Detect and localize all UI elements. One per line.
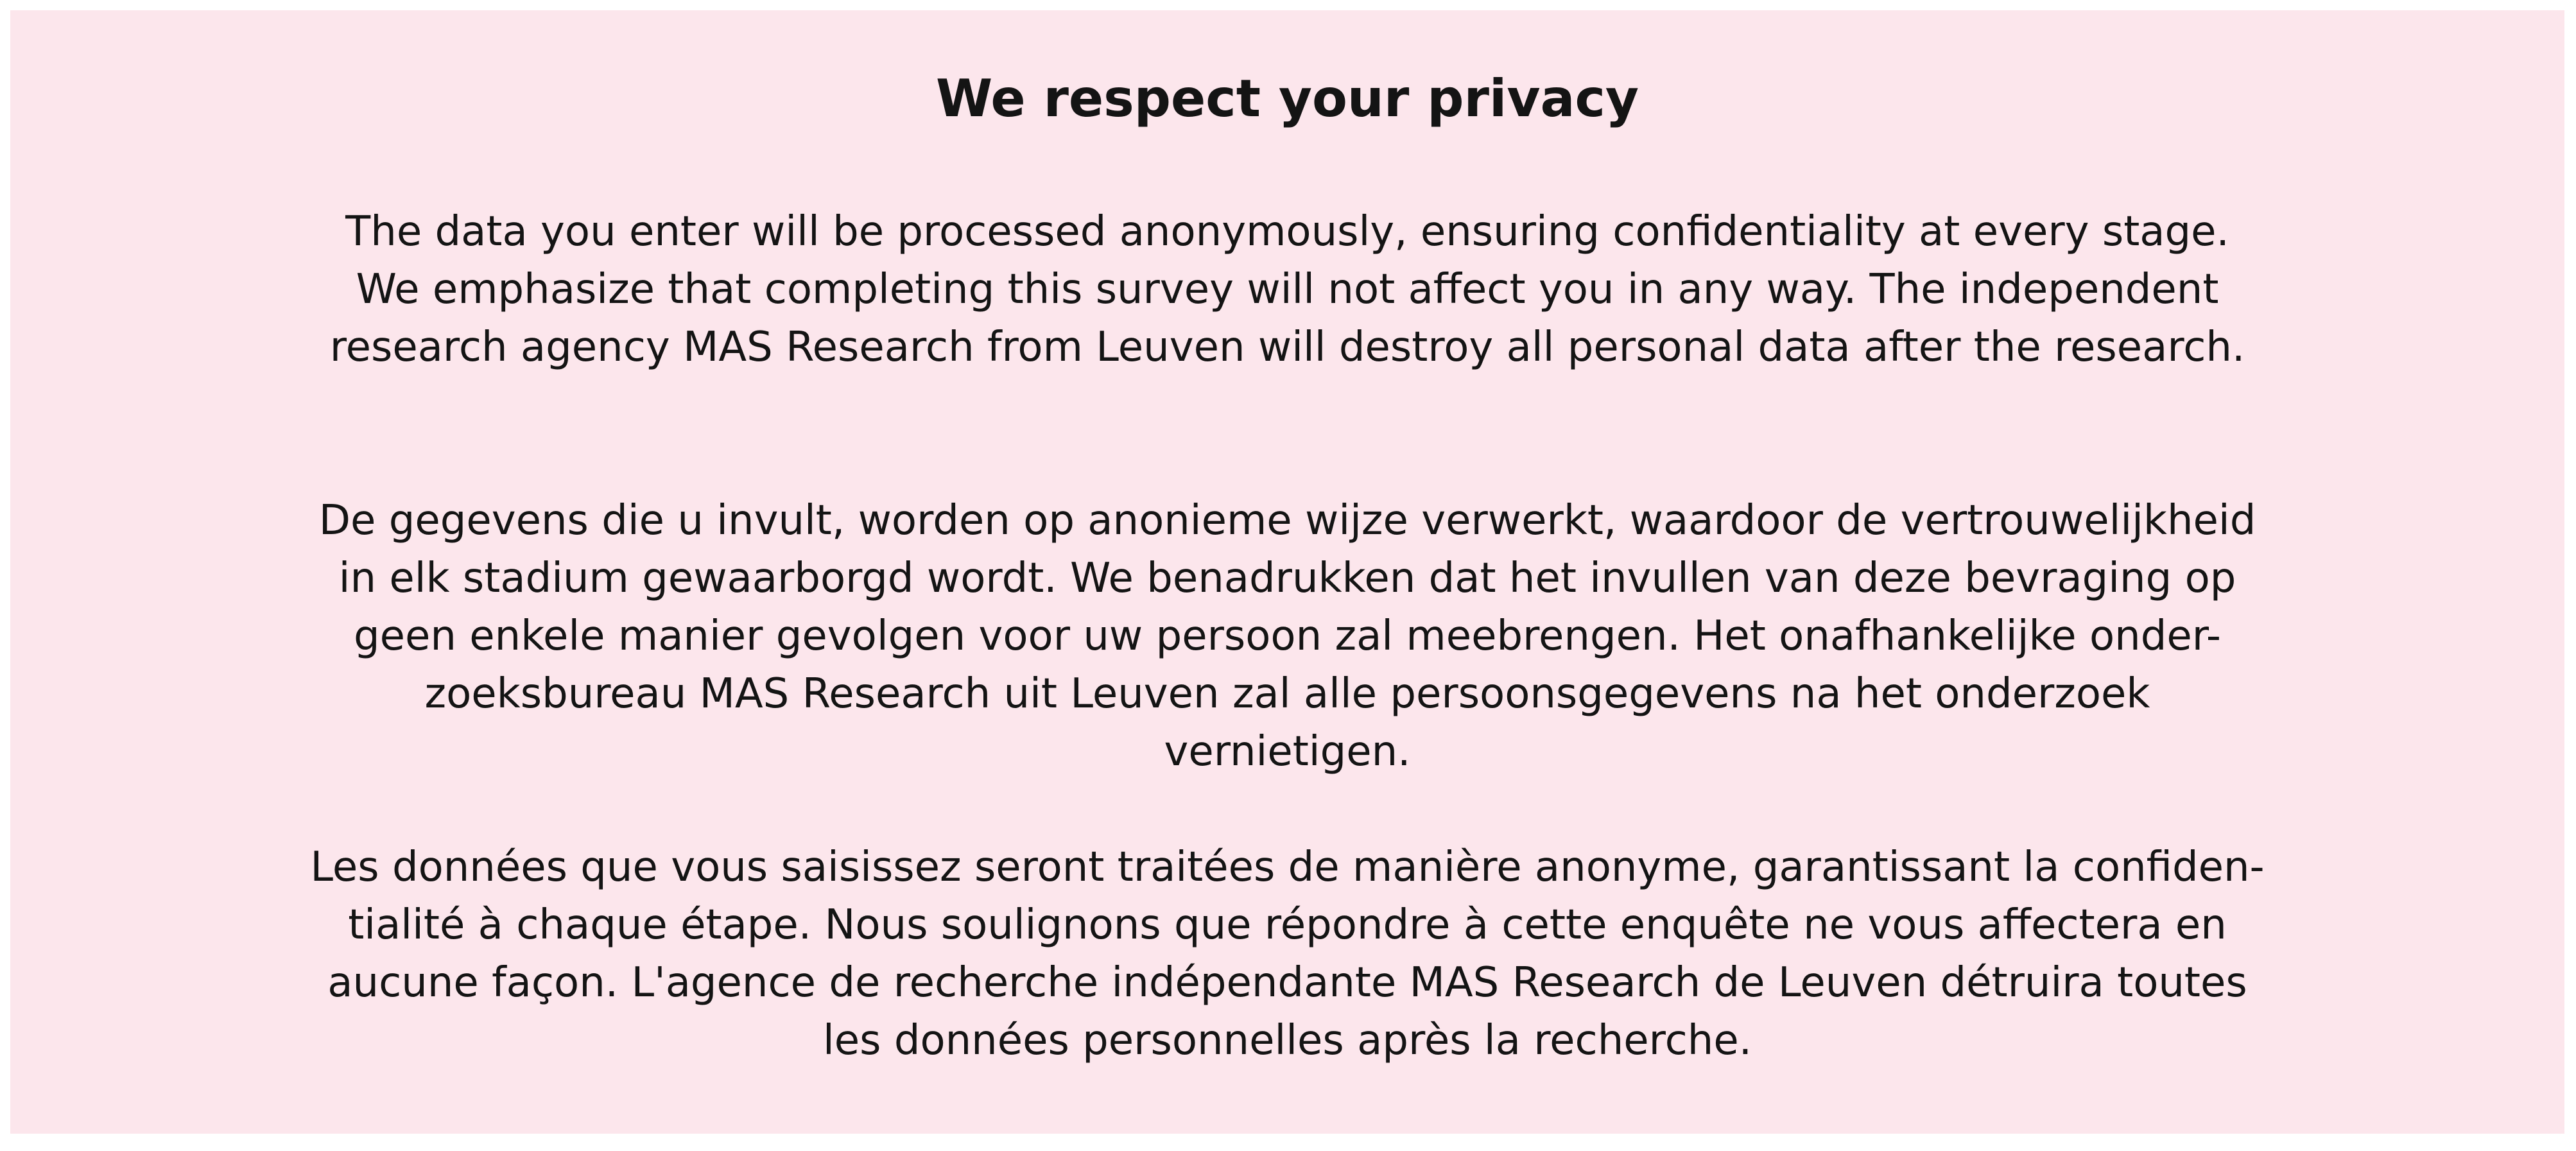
- paragraph-line: geen enkele manier gevolgen voor uw persoon zal meebrengen. Het onafhankelijke onder-: [353, 612, 2222, 660]
- paragraph-line: Les données que vous saisissez seront traitées de manière anonyme, garantissant la confiden-: [310, 844, 2265, 891]
- paragraph-line: aucune façon. L'agence de recherche indépendante MAS Research de Leuven détruira toutes: [327, 959, 2247, 1007]
- privacy-paragraph-french: [245, 838, 2331, 1069]
- paragraph-line: We emphasize that completing this survey will not affect you in any way. The independent: [356, 266, 2219, 313]
- paragraph-line: De gegevens die u invult, worden op anonieme wijze verwerkt, waardoor de vertrouwelijkheid: [318, 497, 2256, 544]
- paragraph-line: les données personnelles après la recherche.: [822, 1017, 1752, 1064]
- privacy-paragraph-english: [229, 203, 2347, 376]
- paragraph-line: The data you enter will be processed anonymously, ensuring confidentiality at every stage.: [345, 208, 2229, 255]
- paragraph-line: in elk stadium gewaarborgd wordt. We benadrukken dat het invullen van deze bevraging op: [338, 555, 2236, 602]
- privacy-title: We respect your privacy: [935, 69, 1639, 128]
- paragraph-line: tialité à chaque étape. Nous soulignons que répondre à cette enquête ne vous affectera en: [348, 901, 2227, 949]
- paragraph-line: zoeksbureau MAS Research uit Leuven zal alle persoonsgegevens na het onderzoek: [424, 670, 2150, 718]
- paragraph-line: vernietigen.: [1164, 728, 1411, 775]
- paragraph-line: research agency MAS Research from Leuven will destroy all personal data after the research.: [329, 324, 2245, 371]
- privacy-paragraph-dutch: [245, 492, 2331, 781]
- privacy-notice-panel: [10, 10, 2564, 1134]
